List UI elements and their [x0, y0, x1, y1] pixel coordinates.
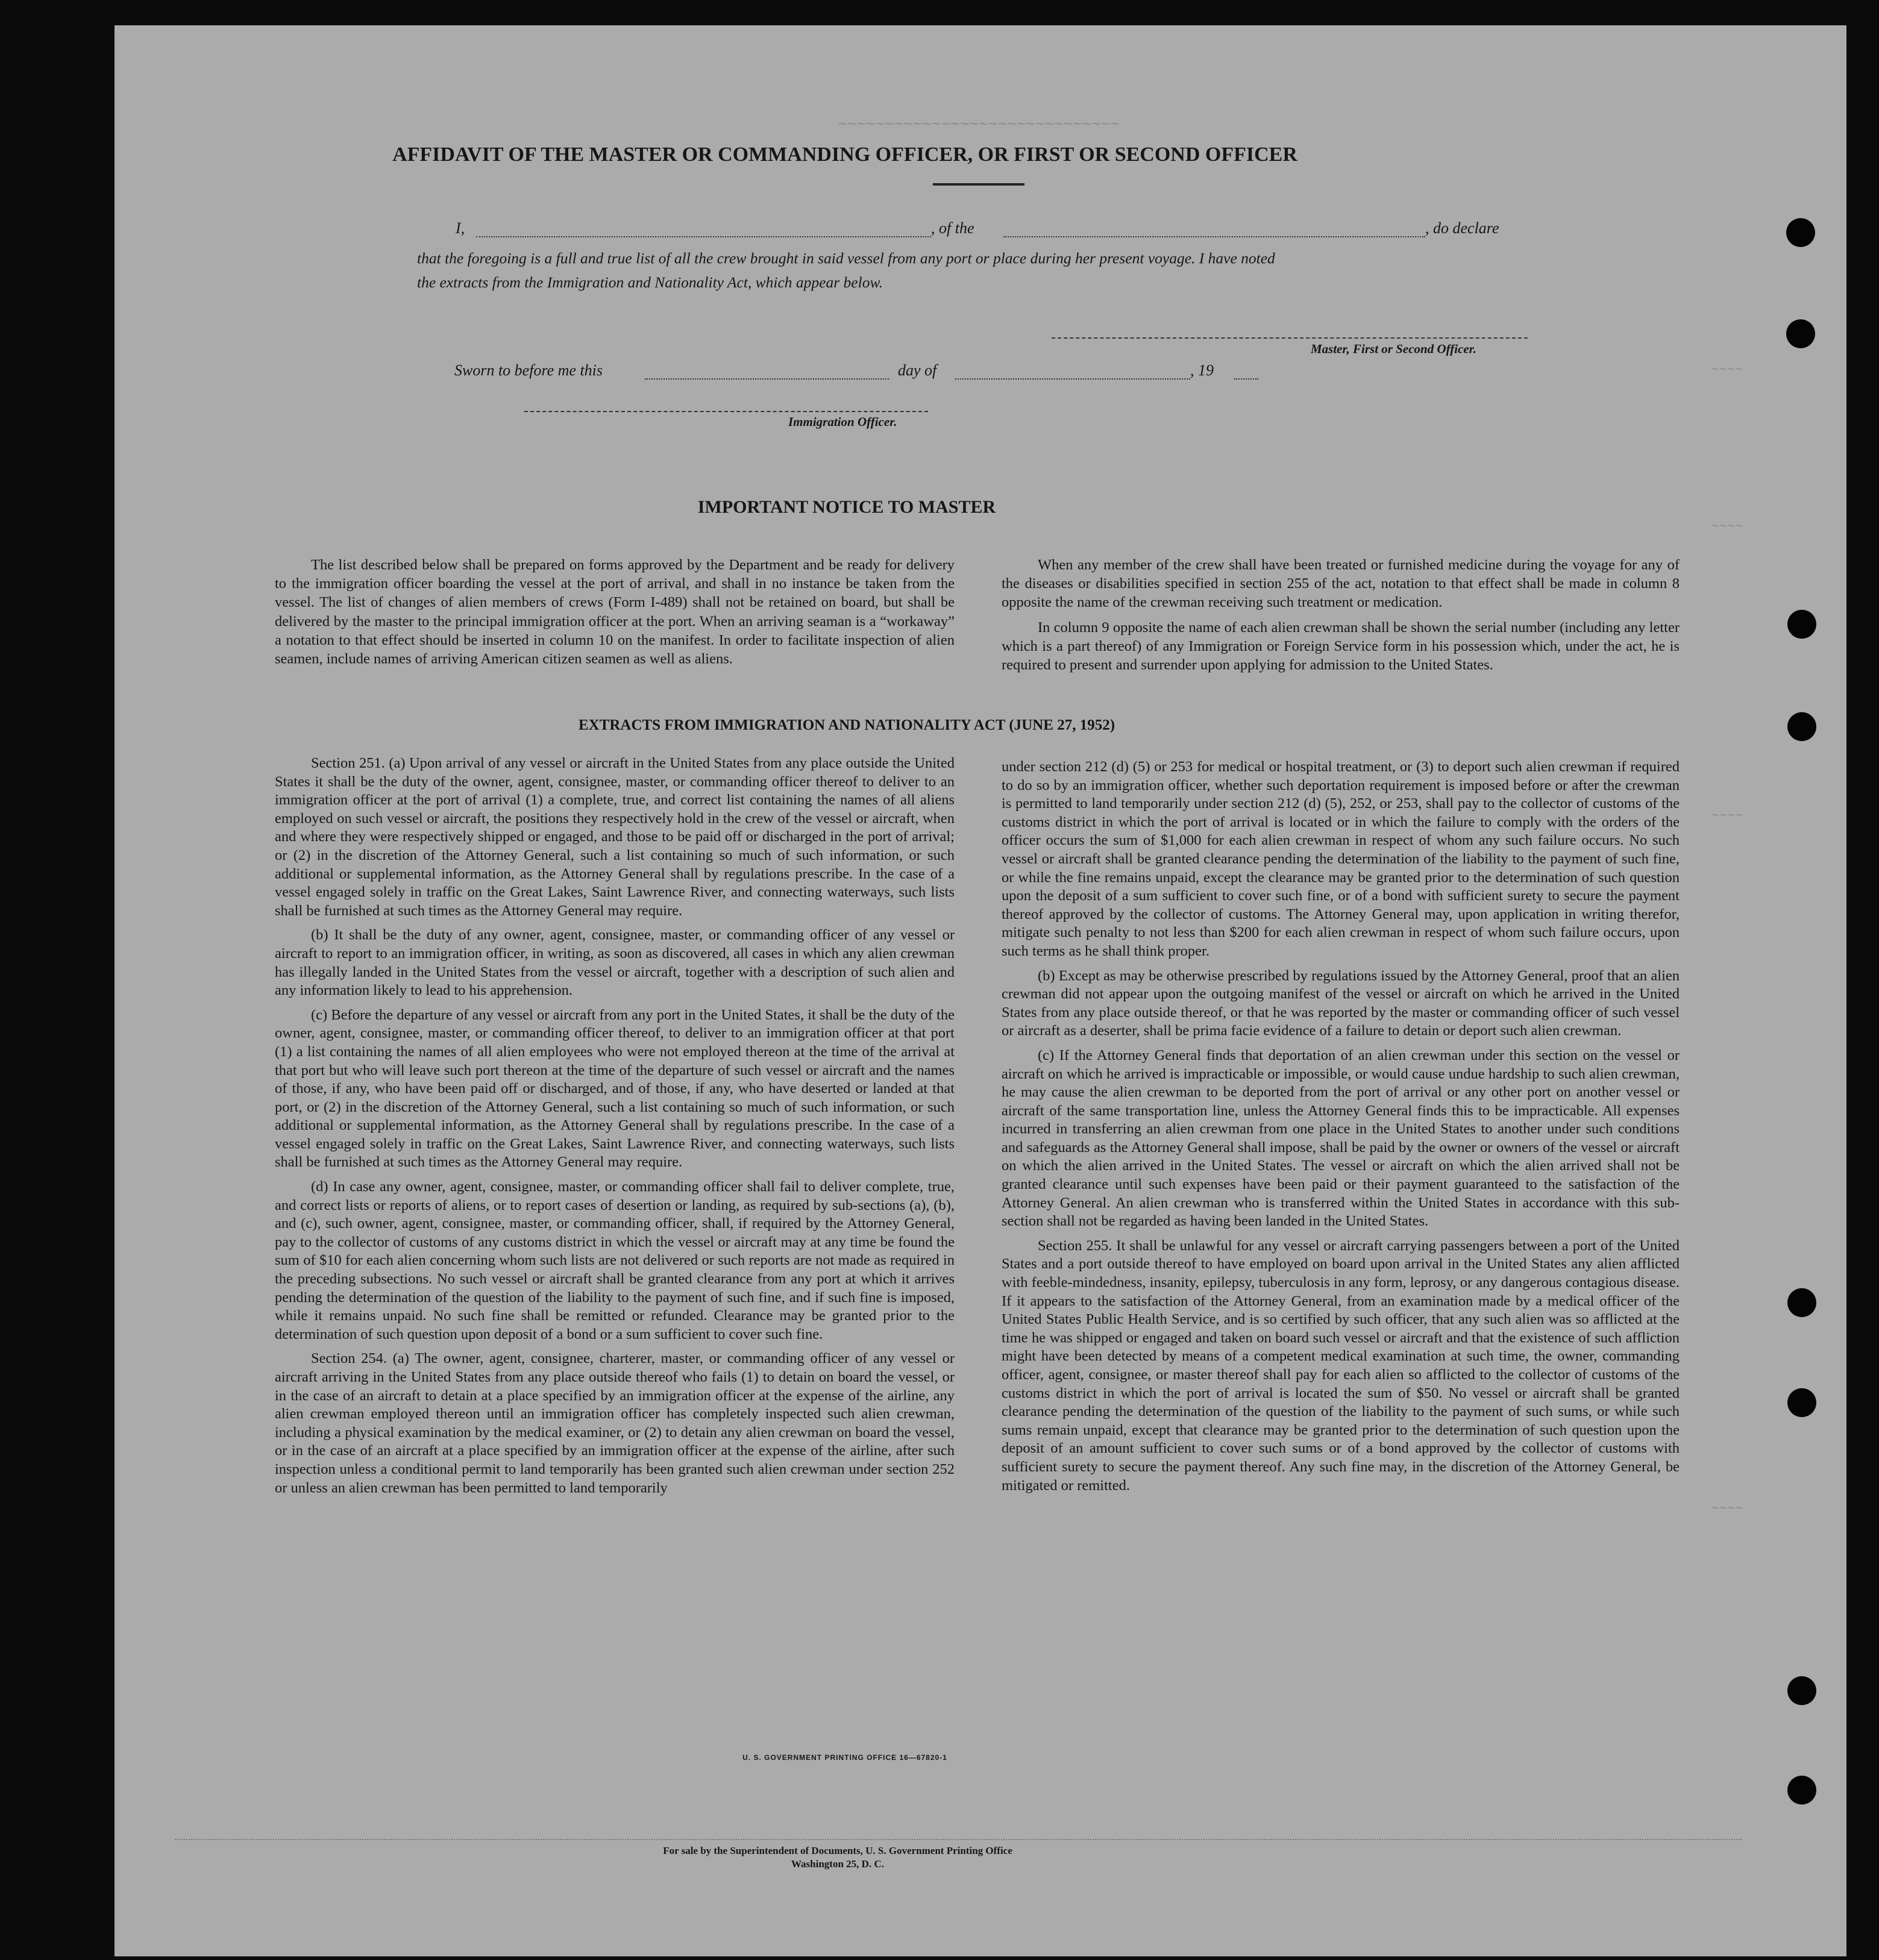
bleed-through-mark: ~~~~ [1711, 363, 1743, 378]
bleed-through-mark: ~~~~ [1711, 519, 1743, 534]
punch-hole [1787, 610, 1816, 639]
bleed-through-mark: ~~~~~~~~~~~~~~~~~~~~~~~~~~~~~~ [838, 116, 1120, 134]
affidavit-statement-line2: the extracts from the Immigration and Nationality Act, which appear below. [417, 274, 883, 291]
master-signature-label: Master, First or Second Officer. [1311, 342, 1476, 356]
footer-rule [175, 1839, 1742, 1840]
punch-hole [1787, 1776, 1816, 1805]
punch-hole [1786, 218, 1815, 247]
sworn-label: Sworn to before me this [454, 362, 603, 379]
printer-imprint: U. S. GOVERNMENT PRINTING OFFICE 16—67820-1 [742, 1753, 947, 1762]
sworn-year-field[interactable] [1234, 378, 1258, 380]
punch-hole [1787, 1388, 1816, 1417]
section-251-d: (d) In case any owner, agent, consignee, master, or commanding officer shall fail to deliver complete, true, and correct lists or reports of aliens, or to report cases of desertion or landing, as required by sub-sections (a), (b), and (c), such owner, agent, consignee, master, or commanding officer, shall, if required by the Attorney General, pay to the collector of customs of any customs district in which the vessel or aircraft may at any time be found the sum of $10 for each alien concerning whom such lists are not delivered or such reports are not made as required in the preceding subsections. No such vessel or aircraft shall be granted clearance from any port at which it arrives pending the determination of the question of the liability to the payment of such fine, and if such fine is imposed, while it remains unpaid. No such fine shall be remitted or refunded. Clearance may be granted prior to the determination of such question upon deposit of a bond or a sum sufficient to cover such fine. [275, 1179, 955, 1342]
sworn-day-of-label: day of [898, 362, 937, 379]
sworn-month-field[interactable] [955, 378, 1190, 380]
sworn-day-field[interactable] [645, 378, 889, 380]
notice-right-paragraph-1: When any member of the crew shall have been treated or furnished medicine during the voyage for any of the diseases or disabilities specified in section 255 of the act, notation to that effect shall be made in column 8 opposite the name of the crewman receiving such treatment or medication. [1002, 557, 1680, 611]
section-251-c: (c) Before the departure of any vessel or aircraft from any port in the United States, it shall be the duty of the owner, agent, consignee, master, or commanding officer thereof, to deliver to an immigration officer at that port (1) a list containing the names of all alien employees who were not employed thereon at the time of the arrival at that port but who will leave such port thereon at the time of the departure of such vessel or aircraft and the names of those, if any, who have been paid off or discharged, and of those, if any, who have deserted or landed at that port, or (2) in the discretion of the Attorney General, such a list containing so much of such information, or such additional or supplemental information, as the Attorney General shall by regulations prescribe. In the case of a vessel engaged solely in traffic on the Great Lakes, Saint Lawrence River, and connecting waterways, such lists shall be furnished at such times as the Attorney General may require. [275, 1006, 955, 1171]
punch-hole [1787, 1676, 1816, 1705]
extracts-right-column [1002, 758, 1680, 1501]
vessel-name-field[interactable] [1003, 236, 1425, 237]
section-251-b: (b) It shall be the duty of any owner, agent, consignee, master, or commanding officer of any vessel or aircraft to report to an immigration officer, in writing, as soon as discovered, all cases in which any alien crewman has illegally landed in the United States from the vessel or aircraft, together with a description of such alien and any information likely to lead to his apprehension. [275, 927, 955, 999]
officer-signature-label: Immigration Officer. [788, 415, 897, 429]
affidavit-i-label: I, [456, 219, 465, 237]
title-rule [933, 183, 1024, 186]
affidavit-of-the-label: , of the [931, 219, 974, 237]
section-254-a-continued: under section 212 (d) (5) or 253 for medical or hospital treatment, or (3) to deport such alien crewman if required to do so by an immigration officer, whether such deportation requirement is imposed before or after the crewman is permitted to land temporarily under section 212 (d) (5), 252, or 253, shall pay to the collector of customs of the customs district in which the port of arrival is located or in which the failure to comply with the orders of the officer occurs the sum of $1,000 for each alien crewman in respect of whom any such failure occurs. No such vessel or aircraft shall be granted clearance pending the determination of the liability to the payment of such fine, or while the fine remains unpaid, except the clearance may be granted prior to the determination of such question upon the deposit of a sum sufficient to cover such fine, or of a bond with sufficient surety to secure the payment thereof approved by the collector of customs. The Attorney General may, upon application in writing therefor, mitigate such penalty to not less than $200 for each alien crewman in respect of whom such failure occurs, upon such terms as he shall think proper. [1002, 759, 1680, 959]
notice-right-paragraph-2: In column 9 opposite the name of each alien crewman shall be shown the serial number (including any letter which is a part thereof) of any Immigration or Foreign Service form in his possession which, under the act, he is required to present and surrender upon applying for admission to the United States. [1002, 619, 1680, 674]
extracts-left-column [275, 754, 955, 1503]
bleed-through-mark: ~~~~ [1711, 1501, 1743, 1517]
affidavit-statement-line1: that the foregoing is a full and true list of all the crew brought in said vessel from any port or place during her present voyage. I have noted [417, 249, 1275, 267]
extracts-title: EXTRACTS FROM IMMIGRATION AND NATIONALITY ACT (JUNE 27, 1952) [578, 717, 1115, 733]
section-254-b: (b) Except as may be otherwise prescribed by regulations issued by the Attorney General, proof that an alien crewman did not appear upon the outgoing manifest of the vessel or aircraft on which he arrived in the United States from any place outside thereof, or that he was reported by the master or commanding officer of such vessel or aircraft as a deserter, shall be prima facie evidence of a failure to detain or deport such alien crewman. [1002, 967, 1680, 1039]
punch-hole [1786, 319, 1815, 348]
punch-hole [1787, 712, 1816, 741]
notice-title: IMPORTANT NOTICE TO MASTER [697, 497, 996, 517]
affidavit-title: AFFIDAVIT OF THE MASTER OR COMMANDING OFFICER, OR FIRST OR SECOND OFFICER [392, 143, 1297, 166]
punch-hole [1787, 1288, 1816, 1317]
section-251-a: Section 251. (a) Upon arrival of any vessel or aircraft in the United States from any place outside the United States it shall be the duty of the owner, agent, consignee, master, or commanding officer thereof to deliver to an immigration officer at the port of arrival (1) a complete, true, and correct list containing the names of all aliens employed on such vessel or aircraft, the positions they respectively hold in the crew of the vessel or aircraft, when and where they were respectively shipped or engaged, and those to be paid off or discharged in the port of arrival; or (2) in the discretion of the Attorney General, such a list containing so much of such information, or such additional or supplemental information, as the Attorney General shall by regulations prescribe. In the case of a vessel engaged solely in traffic on the Great Lakes, Saint Lawrence River, and connecting waterways, such lists shall be furnished at such times as the Attorney General may require. [275, 755, 955, 919]
notice-left-paragraph: The list described below shall be prepared on forms approved by the Department and be ready for delivery to the immigration officer boarding the vessel at the port of arrival, and shall in no instance be taken from the vessel. The list of changes of alien members of crews (Form I-489) shall not be retained on board, but shall be delivered by the master to the principal immigration officer at the port. When an arriving seaman is a “workaway” a notation to that effect should be inserted in column 10 on the manifest. In order to facilitate inspection of alien seamen, include names of arriving American citizen seamen as well as aliens. [275, 557, 955, 668]
officer-signature-line[interactable] [524, 411, 928, 412]
section-254-a: Section 254. (a) The owner, agent, consignee, charterer, master, or commanding officer of any vessel or aircraft arriving in the United States from any place outside thereof who fails (1) to detain on board the vessel, or in the case of an aircraft to detain at a place specified by an immigration officer at the expense of the airline, any alien crewman employed thereon until an immigration officer has completely inspected such alien crewman, including a physical examination by the medical examiner, or (2) to detain any alien crewman on board the vessel, or in the case of an aircraft at a place specified by an immigration officer at the expense of the airline, after such inspection unless a conditional permit to land temporarily has been granted such alien crewman under section 252 or unless an alien crewman has been permitted to land temporarily [275, 1350, 955, 1496]
master-name-field[interactable] [476, 236, 931, 237]
sale-notice-line2: Washington 25, D. C. [791, 1858, 884, 1870]
notice-right-column [1002, 556, 1680, 680]
section-255: Section 255. It shall be unlawful for any vessel or aircraft carrying passengers between a port of the United States and a port outside thereof to have employed on board upon arrival in the United States any alien afflicted with feeble-mindedness, insanity, epilepsy, tuberculosis in any form, leprosy, or any dangerous contagious disease. If it appears to the satisfaction of the Attorney General, from an examination made by a medical officer of the United States Public Health Service, and is so certified by such officer, that any such alien was so afflicted at the time he was shipped or engaged and taken on board such vessel or aircraft and that the existence of such affliction might have been detected by means of a competent medical examination at such time, the owner, commanding officer, agent, consignee, or master thereof shall pay for each alien so afflicted to the collector of customs of the customs district in which the port of arrival is located the sum of $50. No vessel or aircraft shall be granted clearance pending the determination of the question of the liability to the payment of such sums, or while such sums remain unpaid, except that clearance may be granted prior to the determination of such question upon the deposit of an amount sufficient to cover such sums or of a bond approved by the collector of customs with sufficient surety to secure the payment thereof. Any such fine may, in the discretion of the Attorney General, be mitigated or remitted. [1002, 1237, 1680, 1494]
document-page [114, 25, 1846, 1956]
notice-left-column [275, 556, 955, 674]
sworn-year-label: , 19 [1190, 362, 1214, 379]
affidavit-declare-label: , do declare [1425, 219, 1499, 237]
bleed-through-mark: ~~~~ [1711, 809, 1743, 824]
sale-notice-line1: For sale by the Superintendent of Documents, U. S. Government Printing Office [663, 1845, 1012, 1856]
master-signature-line[interactable] [1052, 337, 1528, 339]
section-254-c: (c) If the Attorney General finds that deportation of an alien crewman under this section on the vessel or aircraft on which he arrived is impracticable or impossible, or would cause undue hardship to such alien crewman, he may cause the alien crewman to be deported from the port of arrival or any other port on another vessel or aircraft of the same transportation line, unless the Attorney General finds this to be impracticable. All expenses incurred in transferring an alien crewman from one place in the United States to another under such conditions and safeguards as the Attorney General shall impose, shall be paid by the owner or owners of the vessel or aircraft on which the alien arrived in the United States. The vessel or aircraft on which the alien arrived shall not be granted clearance until such expenses have been paid or their payment guaranteed to the satisfaction of the Attorney General. An alien crewman who is transferred within the United States in accordance with this sub-section shall not be regarded as having been landed in the United States. [1002, 1047, 1680, 1230]
